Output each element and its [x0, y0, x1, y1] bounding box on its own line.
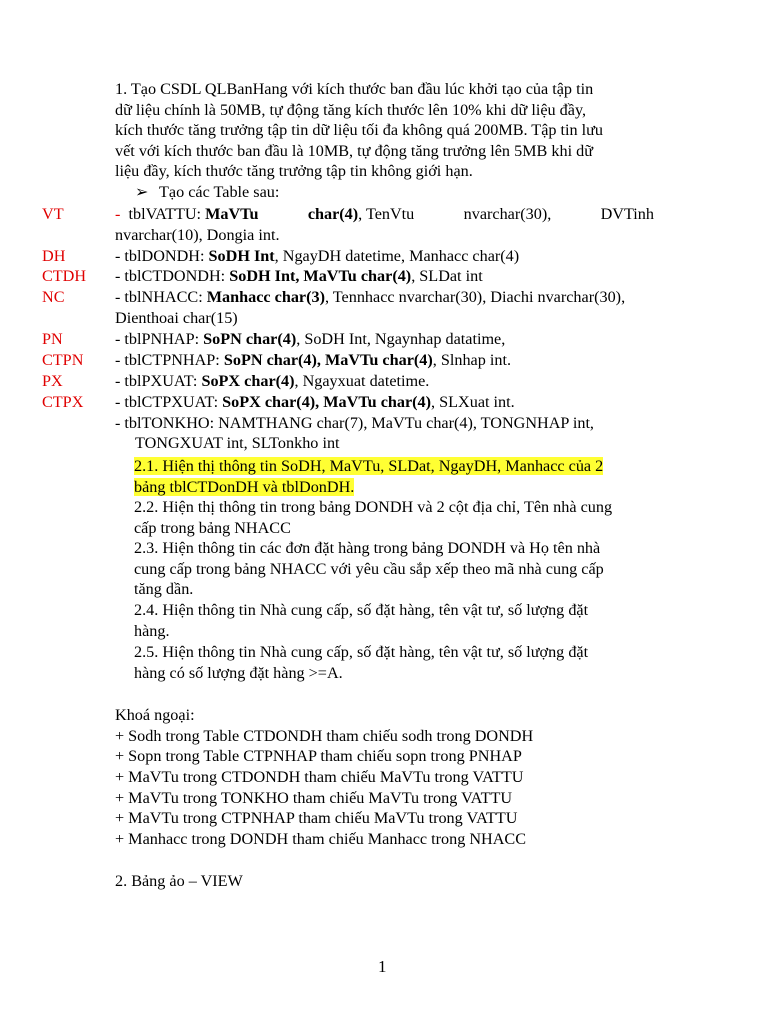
table-name: - tblDONDH: [115, 247, 205, 265]
red-dash: - [115, 205, 121, 223]
table-code-ctdh: CTDH [42, 267, 87, 285]
table-name: tblVATTU: [128, 205, 202, 223]
query-line: cấp trong bảng NHACC [134, 518, 291, 537]
field-list: , Ngayxuat datetime. [294, 372, 430, 390]
key-field: SoPN char(4), MaVTu char(4) [223, 351, 433, 369]
key-field: SoDH Int, MaVTu char(4) [229, 267, 412, 285]
field-list: , SoDH Int, Ngaynhap datatime, [296, 330, 506, 348]
table-def-dondh [115, 246, 519, 267]
arrow-bullet-icon: ➢ [135, 183, 149, 201]
query-line: tăng dần. [134, 580, 194, 598]
foreign-key-item: + MaVTu trong TONKHO tham chiếu MaVTu trong VATTU [115, 789, 513, 807]
table-list-bullet [135, 182, 279, 203]
table-def-ctpnhap [115, 350, 511, 371]
table-def-tonkho: - tblTONKHO: NAMTHANG char(7), MaVTu char(4), TONGNHAP int, [115, 414, 594, 432]
table-code-vt: VT [42, 205, 64, 223]
key-field: Manhacc char(3) [206, 288, 325, 306]
section-1-paragraph [115, 79, 654, 182]
key-field: SoPX char(4), MaVTu char(4) [222, 393, 432, 411]
key-field: SoPX char(4) [201, 372, 295, 390]
table-def-ctdondh [115, 266, 483, 287]
field-list: , SLXuat int. [431, 393, 515, 411]
field-list: DVTinh [600, 205, 654, 223]
field-list: , SLDat int [411, 267, 483, 285]
table-code-px: PX [42, 372, 63, 390]
field-list: , TenVtu [358, 205, 415, 223]
highlighted-text: 2.1. Hiện thị thông tin SoDH, MaVTu, SLDat, NgayDH, Manhacc của 2 [134, 457, 604, 475]
key-type: char(4) [307, 205, 359, 223]
query-2-3 [134, 538, 654, 600]
page-number: 1 [378, 957, 387, 976]
query-line: hàng có số lượng đặt hàng >=A. [134, 663, 343, 682]
highlighted-text: bảng tblCTDonDH và tblDonDH. [134, 477, 355, 496]
paragraph-line: kích thước tăng trưởng tập tin dữ liệu tối đa không quá 200MB. Tập tin lưu [115, 121, 604, 139]
foreign-key-item: + MaVTu trong CTPNHAP tham chiếu MaVTu trong VATTU [115, 809, 518, 827]
table-def-continuation: nvarchar(10), Dongia int. [115, 226, 280, 244]
key-field: SoDH Int [208, 247, 275, 265]
table-def-pxuat [115, 371, 429, 392]
table-code-dh: DH [42, 247, 66, 265]
query-2-5 [134, 642, 654, 683]
table-def-nhacc [115, 287, 625, 308]
query-line: 2.3. Hiện thông tin các đơn đặt hàng trong bảng DONDH và Họ tên nhà [134, 539, 601, 557]
table-name: - tblNHACC: [115, 288, 203, 306]
field-list: nvarchar(30), [463, 205, 552, 223]
foreign-key-item: + Sodh trong Table CTDONDH tham chiếu sodh trong DONDH [115, 727, 534, 745]
foreign-key-item: + Manhacc trong DONDH tham chiếu Manhacc trong NHACC [115, 830, 527, 848]
foreign-key-item: + MaVTu trong CTDONDH tham chiếu MaVTu trong VATTU [115, 768, 524, 786]
field-list: , NgayDH datetime, Manhacc char(4) [274, 247, 520, 265]
paragraph-line: dữ liệu chính là 50MB, tự động tăng kích thước lên 10% khi dữ liệu đầy, [115, 100, 587, 119]
query-line: cung cấp trong bảng NHACC với yêu cầu sắp xếp theo mã nhà cung cấp [134, 559, 604, 578]
table-def-pnhap [115, 329, 505, 350]
table-def-continuation: Dienthoai char(15) [115, 309, 238, 327]
table-def-continuation: TONGXUAT int, SLTonkho int [135, 434, 340, 452]
paragraph-line: vết với kích thước ban đầu là 10MB, tự động tăng trưởng lên 5MB khi dữ [115, 141, 593, 160]
paragraph-line: 1. Tạo CSDL QLBanHang với kích thước ban đầu lúc khởi tạo của tập tin [115, 80, 594, 98]
section-2-heading: 2. Bảng ảo – VIEW [115, 872, 243, 890]
query-line: 2.2. Hiện thị thông tin trong bảng DONDH và 2 cột địa chỉ, Tên nhà cung [134, 498, 613, 516]
table-def-ctpxuat [115, 392, 515, 413]
query-2-4 [134, 600, 654, 641]
table-code-ctpn: CTPN [42, 351, 84, 369]
table-name: - tblCTDONDH: [115, 267, 226, 285]
table-name: - tblPNHAP: [115, 330, 200, 348]
field-list: , Tennhacc nvarchar(30), Diachi nvarchar(30), [324, 288, 626, 306]
field-list: , Slnhap int. [432, 351, 512, 369]
query-2-1 [134, 456, 654, 497]
foreign-key-item: + Sopn trong Table CTPNHAP tham chiếu sopn trong PNHAP [115, 747, 522, 765]
key-field: SoPN char(4) [203, 330, 297, 348]
paragraph-line: liệu đầy, kích thước tăng trưởng tập tin không giới hạn. [115, 162, 473, 180]
query-line: 2.5. Hiện thông tin Nhà cung cấp, số đặt hàng, tên vật tư, số lượng đặt [134, 643, 589, 661]
query-line: 2.4. Hiện thông tin Nhà cung cấp, số đặt hàng, tên vật tư, số lượng đặt [134, 601, 589, 619]
bullet-text: Tạo các Table sau: [159, 183, 280, 201]
table-code-ctpx: CTPX [42, 393, 84, 411]
table-code-pn: PN [42, 330, 63, 348]
table-code-nc: NC [42, 288, 65, 306]
table-name: - tblCTPXUAT: [115, 393, 219, 411]
query-line: hàng. [134, 621, 170, 640]
query-2-2 [134, 497, 654, 538]
table-name: - tblPXUAT: [115, 372, 198, 390]
table-def-vattu [115, 204, 654, 225]
table-name: - tblCTPNHAP: [115, 351, 220, 369]
foreign-keys-heading: Khoá ngoại: [115, 706, 195, 724]
key-field: MaVTu [205, 205, 259, 223]
